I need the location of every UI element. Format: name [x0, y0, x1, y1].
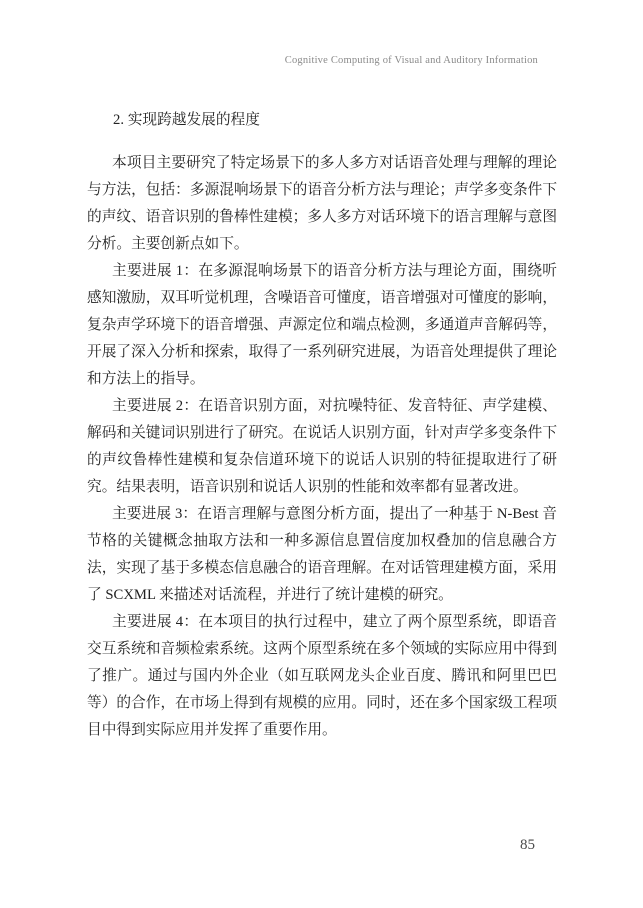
page-body [87, 107, 557, 744]
body-paragraph: 主要进展 3：在语言理解与意图分析方面，提出了一种基于 N-Best 音节格的关键概念抽取方法和一种多源信息置信度加权叠加的信息融合方法，实现了基于多模态信息融合的语音理解。在对话管理建模方面，采用了 SCXML 来描述对话流程，并进行了统计建模的研究。 [87, 506, 558, 603]
body-paragraph: 主要进展 4：在本项目的执行过程中，建立了两个原型系统，即语音交互系统和音频检索系统。这两个原型系统在多个领域的实际应用中得到了推广。通过与国内外企业（如互联网龙头企业百度、腾讯和阿里巴巴等）的合作，在市场上得到有规模的应用。同时，还在多个国家级工程项目中得到实际应用并发挥了重要作用。 [87, 614, 558, 738]
body-paragraph: 本项目主要研究了特定场景下的多人多方对话语音处理与理解的理论与方法，包括：多源混响场景下的语音分析方法与理论；声学多变条件下的声纹、语音识别的鲁棒性建模；多人多方对话环境下的语言理解与意图分析。主要创新点如下。 [87, 155, 558, 252]
body-paragraph: 主要进展 2：在语音识别方面，对抗噪特征、发音特征、声学建模、解码和关键词识别进行了研究。在说话人识别方面，针对声学多变条件下的声纹鲁棒性建模和复杂信道环境下的说话人识别的特征提取进行了研究。结果表明，语音识别和说话人识别的性能和效率都有显著改进。 [87, 398, 558, 495]
body-paragraph: 主要进展 1：在多源混响场景下的语音分析方法与理论方面，围绕听感知激励，双耳听觉机理，含噪语音可懂度，语音增强对可懂度的影响，复杂声学环境下的语音增强、声源定位和端点检测，多通道声音解码等，开展了深入分析和探索，取得了一系列研究进展，为语音处理提供了理论和方法上的指导。 [87, 263, 558, 387]
section-heading: 2. 实现跨越发展的程度 [113, 112, 260, 128]
running-header: Cognitive Computing of Visual and Auditory Information [284, 55, 538, 66]
page-number: 85 [520, 837, 535, 853]
